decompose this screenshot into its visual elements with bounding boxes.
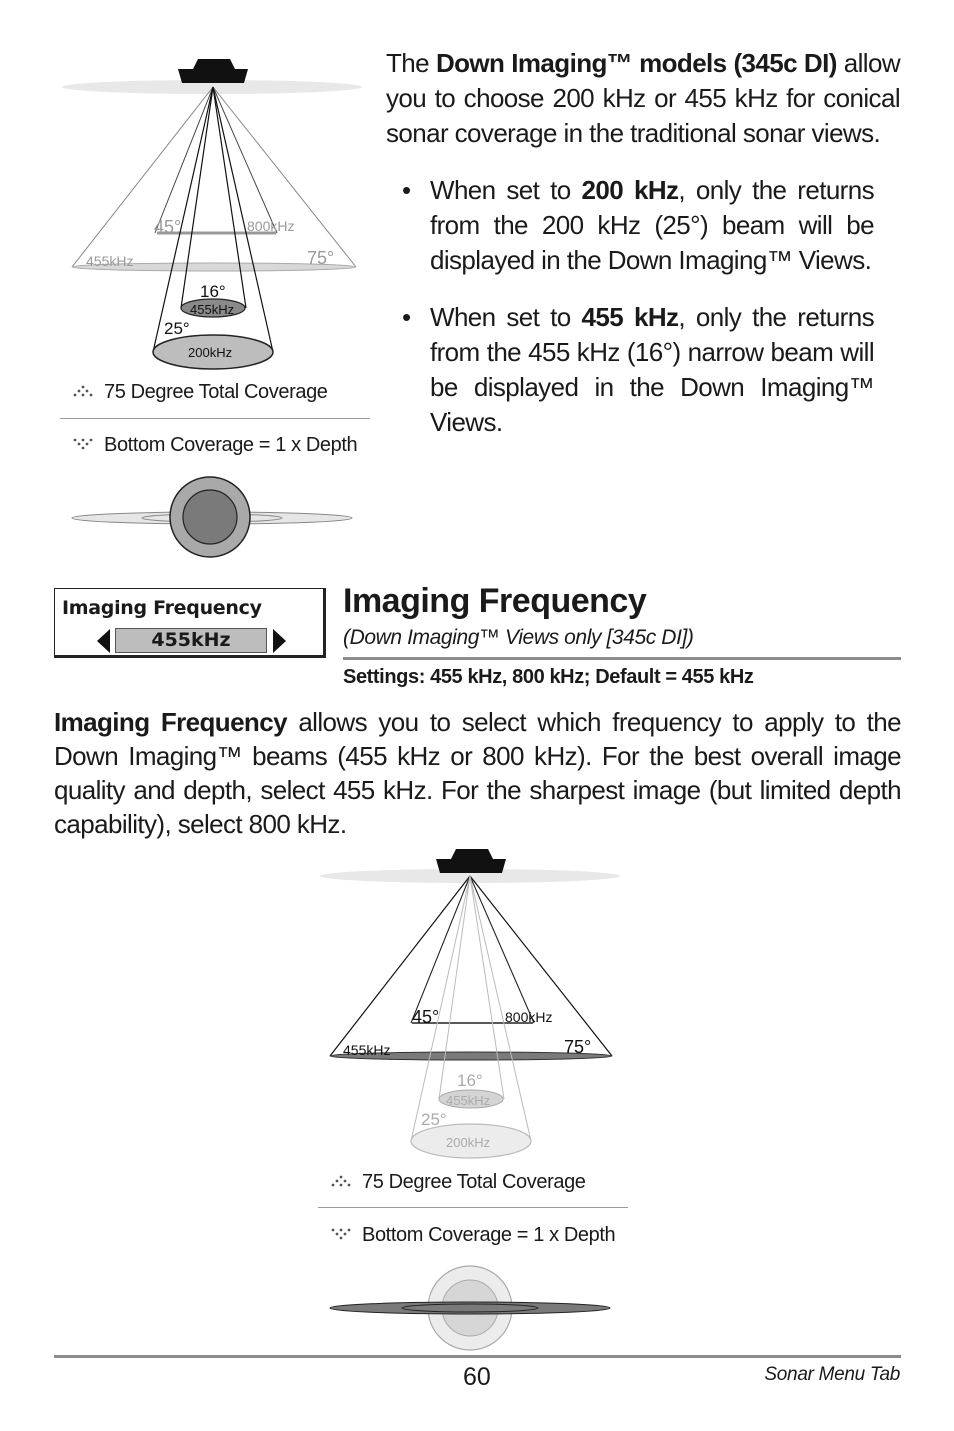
legend-divider-top bbox=[60, 418, 370, 419]
section-rule bbox=[343, 657, 901, 660]
label-455-narrow: 455kHz bbox=[446, 1093, 491, 1108]
legend-total-coverage-bottom bbox=[330, 1171, 586, 1194]
label-25: 25° bbox=[164, 319, 190, 338]
boat-hull-icon bbox=[178, 69, 248, 83]
legend-total-coverage-top bbox=[72, 381, 328, 404]
label-800: 800kHz bbox=[505, 1009, 553, 1025]
sonar-diagram-bottom-svg bbox=[318, 845, 628, 1165]
legend-divider-bottom bbox=[318, 1207, 628, 1208]
label-45: 45° bbox=[154, 217, 182, 237]
increase-arrow-icon[interactable] bbox=[273, 629, 286, 653]
legend-bottom-coverage-bottom bbox=[330, 1224, 615, 1247]
label-16: 16° bbox=[457, 1071, 483, 1090]
body-bold: Imaging Frequency bbox=[54, 707, 287, 737]
page-number: 60 bbox=[463, 1363, 491, 1391]
legend-total-coverage-text: 75 Degree Total Coverage bbox=[362, 1171, 586, 1193]
bullet-200khz bbox=[386, 173, 874, 278]
sonar-diagram-top bbox=[60, 52, 370, 382]
coverage-dots-icon bbox=[72, 384, 94, 398]
label-25: 25° bbox=[421, 1110, 447, 1129]
bullet-455-post: , only the returns from the 455 kHz (16°) narrow beam will be displayed in the Down Imaging™ Views. bbox=[430, 302, 875, 437]
label-75: 75° bbox=[307, 248, 335, 268]
beam-75-lines bbox=[72, 87, 356, 267]
coverage-dots-icon bbox=[330, 1174, 352, 1188]
footer-rule bbox=[54, 1355, 901, 1358]
bottom-dots-icon bbox=[72, 437, 94, 451]
bullet-dot: • bbox=[402, 175, 411, 205]
legend-bottom-coverage-text: Bottom Coverage = 1 x Depth bbox=[104, 434, 358, 456]
boat-cabin-icon bbox=[451, 849, 493, 859]
bullet-dot: • bbox=[402, 302, 411, 332]
label-455-wide: 455kHz bbox=[86, 253, 134, 269]
label-45: 45° bbox=[412, 1007, 440, 1027]
label-200: 200kHz bbox=[446, 1135, 491, 1150]
bottom-coverage-top bbox=[70, 474, 355, 562]
legend-bottom-coverage-top bbox=[72, 434, 357, 457]
widget-title: Imaging Frequency bbox=[62, 597, 262, 619]
label-200: 200kHz bbox=[188, 345, 233, 360]
beam-16-lines bbox=[181, 87, 246, 308]
bullet-455khz bbox=[386, 300, 874, 440]
section-settings: Settings: 455 kHz, 800 kHz; Default = 455 kHz bbox=[343, 666, 754, 688]
intro-lead-post: allow you to choose 200 kHz or 455 kHz for conical sonar coverage in the traditional sonar views. bbox=[386, 48, 900, 148]
section-subtitle: (Down Imaging™ Views only [345c DI]) bbox=[343, 626, 694, 649]
boat-cabin-icon bbox=[193, 59, 235, 69]
bullet-200-bold: 200 kHz bbox=[581, 175, 679, 205]
legend-bottom-coverage-text: Bottom Coverage = 1 x Depth bbox=[362, 1224, 616, 1246]
section-title: Imaging Frequency bbox=[343, 582, 647, 620]
footer-section-name: Sonar Menu Tab bbox=[764, 1364, 900, 1385]
legend-total-coverage-text: 75 Degree Total Coverage bbox=[104, 381, 328, 403]
imaging-frequency-widget[interactable] bbox=[54, 588, 326, 658]
bottom-dots-icon bbox=[330, 1227, 352, 1241]
frequency-value[interactable]: 455kHz bbox=[115, 628, 267, 653]
intro-paragraph bbox=[386, 46, 900, 151]
label-800: 800kHz bbox=[247, 218, 295, 234]
label-455-wide: 455kHz bbox=[343, 1042, 391, 1058]
bottom-coverage-bottom bbox=[326, 1264, 611, 1352]
bullet-455-pre: When set to bbox=[430, 302, 582, 332]
intro-lead-pre: The bbox=[386, 48, 436, 78]
bottom-coverage-top-svg bbox=[70, 474, 355, 562]
bullet-200-pre: When set to bbox=[430, 175, 582, 205]
label-75: 75° bbox=[564, 1037, 592, 1057]
sonar-diagram-top-svg bbox=[60, 52, 370, 382]
body-paragraph bbox=[54, 705, 901, 841]
sonar-diagram-bottom bbox=[318, 845, 628, 1165]
label-16: 16° bbox=[200, 282, 226, 301]
label-455-narrow: 455kHz bbox=[190, 302, 235, 317]
intro-lead-bold: Down Imaging™ models (345c DI) bbox=[435, 48, 837, 78]
bottom-coverage-bottom-svg bbox=[326, 1264, 611, 1352]
decrease-arrow-icon[interactable] bbox=[97, 629, 110, 653]
boat-hull-icon bbox=[436, 859, 506, 873]
bullet-455-bold: 455 kHz bbox=[581, 302, 679, 332]
intro-text bbox=[386, 46, 900, 440]
body-text: allows you to select which frequency to apply to the Down Imaging™ beams (455 kHz or 800 kHz). For the best overall image quality and depth, select 455 kHz. For the sharpest image (but limited depth capability), select 800 kHz. bbox=[54, 707, 901, 839]
bullet-200-post: , only the returns from the 200 kHz (25°) beam will be displayed in the Down Imaging™ Views. bbox=[430, 175, 875, 275]
